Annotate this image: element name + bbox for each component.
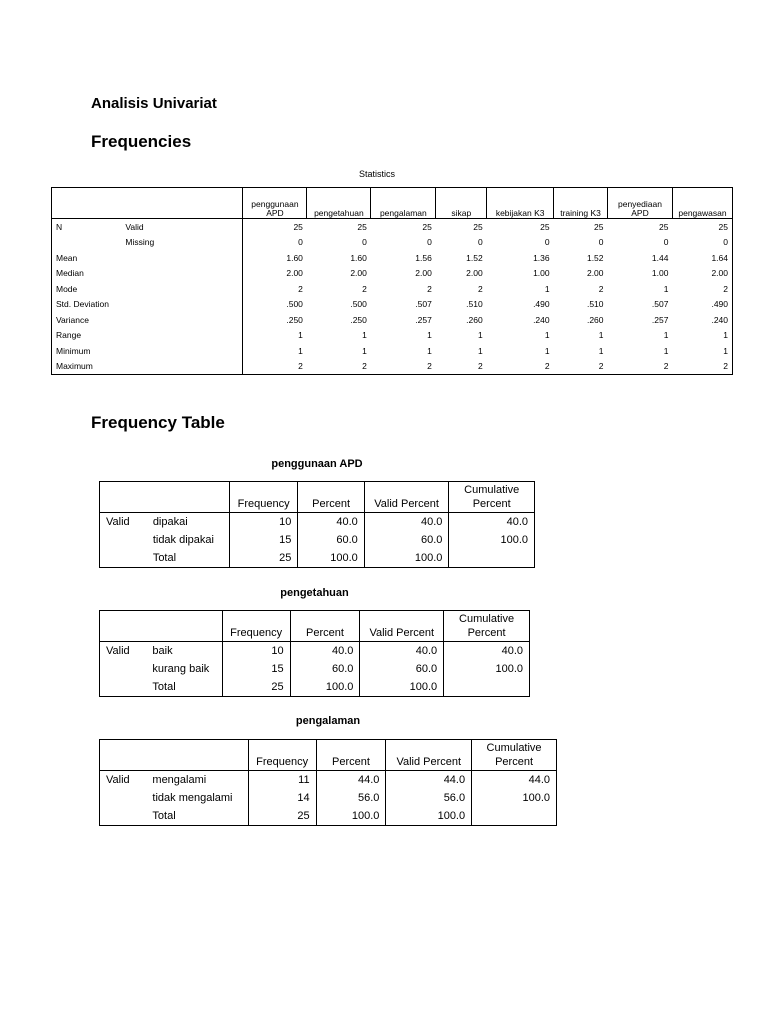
stat-value: 2: [723, 283, 728, 294]
valid-label: Valid: [106, 773, 130, 786]
frequency-value: 10: [222, 642, 290, 661]
freq-row: [100, 549, 535, 568]
freq-header-row: [100, 740, 557, 771]
freq-body: [100, 513, 535, 568]
stat-sublabel: Missing: [125, 237, 155, 247]
blank-cell: [100, 807, 147, 826]
statistics-row: [52, 297, 733, 313]
cumulative-header: Cumulative Percent: [444, 611, 530, 642]
freq-table-penggunaan-apd: [99, 481, 535, 568]
stat-value: .500: [243, 297, 307, 313]
category-label: Total: [152, 680, 176, 693]
stat-value: 1.36: [533, 252, 550, 263]
stat-value: 1: [362, 345, 367, 356]
frequency-header: Frequency: [229, 482, 297, 513]
freq-header-row: [100, 611, 530, 642]
stat-value: .260: [466, 314, 483, 325]
statistics-row: [52, 343, 733, 359]
statistics-row: [52, 250, 733, 266]
stat-value: 1: [598, 330, 604, 340]
freq-corner: [100, 611, 223, 642]
percent-value: 100.0: [290, 678, 360, 697]
stat-value: 1.60: [350, 252, 367, 263]
valid-percent-header: Valid Percent: [386, 740, 472, 771]
statistics-row: [52, 312, 733, 328]
stat-value: 1: [598, 345, 604, 356]
stat-value: 1: [427, 330, 432, 340]
stat-col-header: pengetahuan: [307, 188, 371, 219]
stat-value: 1: [477, 345, 483, 356]
stat-value: 1.00: [651, 268, 669, 278]
frequency-value: 11: [248, 771, 316, 790]
stat-value: 2.00: [415, 268, 432, 278]
frequency-table-heading: Frequency Table: [91, 413, 225, 432]
percent-value: 56.0: [316, 789, 386, 807]
stat-value: 2: [663, 361, 669, 371]
cumulative-value: [444, 678, 530, 697]
freq-body: [100, 642, 530, 697]
stat-value: 25: [422, 221, 432, 232]
stat-value: 0: [243, 235, 307, 251]
percent-value: 60.0: [298, 531, 364, 549]
stat-value: .490: [533, 299, 550, 309]
stat-value: 25: [594, 221, 604, 232]
stat-value: 1.64: [711, 252, 728, 263]
stat-value: 2: [243, 281, 307, 297]
stat-value: 0: [544, 237, 550, 247]
percent-value: 100.0: [298, 549, 364, 568]
cumulative-value: 40.0: [444, 642, 530, 661]
stat-value: 1.44: [651, 252, 669, 263]
stat-value: 0: [598, 237, 604, 247]
category-label: dipakai: [152, 515, 188, 528]
stat-value: .510: [466, 299, 483, 309]
valid-percent-value: 100.0: [364, 549, 449, 568]
freq-table-pengetahuan: [99, 610, 530, 697]
stat-label: N: [56, 221, 63, 232]
stat-sublabel: [121, 266, 243, 282]
valid-label: Valid: [106, 515, 130, 528]
stat-value: .257: [651, 314, 669, 325]
blank-cell: [100, 678, 147, 697]
stat-value: 1.52: [466, 252, 483, 263]
cumulative-value: [472, 807, 557, 826]
frequencies-heading: Frequencies: [91, 132, 192, 151]
stat-value: 2: [598, 283, 604, 294]
stat-value: 2.00: [466, 268, 483, 278]
blank-cell: [100, 789, 147, 807]
stat-label: Minimum: [56, 345, 91, 356]
stat-col-header: penyediaan APD: [608, 188, 673, 219]
stat-value: 2: [598, 361, 604, 371]
stat-value: 1.00: [533, 268, 550, 278]
category-label: tidak mengalami: [152, 791, 233, 804]
blank-cell: [100, 531, 147, 549]
valid-percent-value: 60.0: [364, 531, 449, 549]
valid-percent-value: 40.0: [364, 513, 449, 532]
stat-value: 2: [427, 283, 432, 294]
stat-col-header: pengawasan: [672, 188, 732, 219]
category-label: mengalami: [152, 773, 207, 786]
freq-corner: [100, 482, 230, 513]
blank-cell: [100, 549, 147, 568]
statistics-corner: [52, 188, 243, 219]
valid-percent-value: 100.0: [386, 807, 472, 826]
cumulative-header: Cumulative Percent: [449, 482, 535, 513]
statistics-row: [52, 281, 733, 297]
category-label: Total: [152, 551, 177, 564]
statistics-header-row: [52, 188, 733, 219]
stat-value: 1: [663, 345, 669, 356]
frequency-header: Frequency: [248, 740, 316, 771]
stat-sublabel: [121, 343, 243, 359]
valid-percent-header: Valid Percent: [360, 611, 444, 642]
stat-value: 1: [243, 328, 307, 344]
frequency-value: 15: [222, 660, 290, 678]
frequency-value: 25: [222, 678, 290, 697]
cumulative-value: 40.0: [449, 513, 535, 532]
cumulative-header: Cumulative Percent: [472, 740, 557, 771]
statistics-row: [52, 359, 733, 375]
stat-value: 1.52: [586, 252, 604, 263]
freq-row: [100, 678, 530, 697]
frequency-value: 25: [229, 549, 297, 568]
blank-cell: [100, 660, 147, 678]
stat-value: 2: [477, 283, 483, 294]
stat-value: 2: [362, 361, 367, 371]
stat-value: .240: [533, 314, 550, 325]
stat-value: 0: [427, 237, 432, 247]
stat-label: Maximum: [56, 361, 93, 371]
stat-value: 25: [243, 219, 307, 235]
valid-percent-value: 44.0: [386, 771, 472, 790]
percent-header: Percent: [316, 740, 386, 771]
valid-percent-value: 40.0: [360, 642, 444, 661]
stat-value: 1: [663, 330, 669, 340]
stat-value: 1: [243, 343, 307, 359]
stat-value: 2.00: [711, 268, 728, 278]
stat-sublabel: [121, 250, 243, 266]
stat-value: 1: [477, 330, 483, 340]
freq-corner: [100, 740, 249, 771]
category-label: tidak dipakai: [152, 533, 214, 546]
stat-value: 1: [427, 345, 432, 356]
stat-value: 1.60: [243, 250, 307, 266]
statistics-row: [52, 266, 733, 282]
frequency-value: 10: [229, 513, 297, 532]
percent-value: 40.0: [290, 642, 360, 661]
percent-value: 40.0: [298, 513, 364, 532]
stat-value: 2.00: [586, 268, 604, 278]
stat-value: 1: [544, 283, 550, 294]
analysis-heading: Analisis Univariat: [91, 95, 217, 112]
stat-value: 2: [544, 361, 550, 371]
stat-value: 1: [544, 345, 550, 356]
stat-label: Range: [56, 330, 82, 340]
cumulative-value: 100.0: [444, 660, 530, 678]
freq-row: [100, 642, 530, 661]
stat-value: 1: [362, 330, 367, 340]
stat-value: .260: [586, 314, 604, 325]
statistics-body: [52, 219, 733, 375]
freq-header-row: [100, 482, 535, 513]
stat-col-header: penggunaan APD: [243, 188, 307, 219]
stat-value: 1: [723, 330, 728, 340]
stat-sublabel: [121, 312, 243, 328]
stat-value: 0: [663, 237, 669, 247]
stat-value: .250: [243, 312, 307, 328]
stat-col-header: pengalaman: [371, 188, 436, 219]
freq-table-title: pengalaman: [295, 715, 361, 727]
stat-value: .507: [651, 299, 669, 309]
stat-sublabel: [121, 359, 243, 375]
stat-value: 25: [718, 221, 728, 232]
frequency-header: Frequency: [222, 611, 290, 642]
stat-value: 1: [544, 330, 550, 340]
freq-table-title: penggunaan APD: [271, 458, 363, 470]
stat-col-header: sikap: [436, 188, 487, 219]
stat-value: 1: [723, 345, 728, 356]
cumulative-value: [449, 549, 535, 568]
percent-value: 100.0: [316, 807, 386, 826]
stat-label: Variance: [56, 314, 89, 325]
stat-label: Median: [56, 268, 84, 278]
valid-percent-value: 56.0: [386, 789, 472, 807]
statistics-row: [52, 235, 733, 251]
statistics-row: [52, 328, 733, 344]
stat-value: 2: [243, 359, 307, 375]
valid-label: Valid: [106, 644, 130, 657]
freq-row: [100, 513, 535, 532]
stat-value: 25: [540, 221, 550, 232]
stat-value: .507: [415, 299, 432, 309]
stat-value: 0: [477, 237, 483, 247]
cumulative-value: 44.0: [472, 771, 557, 790]
category-label: kurang baik: [152, 662, 210, 675]
stat-col-header: training K3: [554, 188, 608, 219]
stat-value: 25: [473, 221, 483, 232]
freq-row: [100, 789, 557, 807]
freq-row: [100, 807, 557, 826]
freq-row: [100, 531, 535, 549]
stat-value: 0: [723, 237, 728, 247]
stat-value: 2: [723, 361, 728, 371]
percent-value: 60.0: [290, 660, 360, 678]
percent-header: Percent: [298, 482, 364, 513]
stat-value: .490: [711, 299, 728, 309]
freq-table-title: pengetahuan: [280, 587, 349, 599]
freq-row: [100, 771, 557, 790]
stat-label: Std. Deviation: [56, 299, 109, 309]
category-label: Total: [152, 809, 176, 822]
stat-label: [52, 235, 122, 251]
stat-value: .240: [711, 314, 728, 325]
stat-value: .250: [350, 314, 367, 325]
stat-label: Mean: [56, 252, 78, 263]
frequency-value: 14: [248, 789, 316, 807]
stat-sublabel: Valid: [125, 221, 144, 232]
statistics-caption: Statistics: [358, 169, 395, 179]
valid-percent-header: Valid Percent: [364, 482, 449, 513]
stat-label: Mode: [56, 283, 78, 294]
stat-value: 2: [362, 283, 367, 294]
valid-percent-value: 60.0: [360, 660, 444, 678]
stat-value: 2: [477, 361, 483, 371]
stat-sublabel: [121, 328, 243, 344]
freq-body: [100, 771, 557, 826]
statistics-row: [52, 219, 733, 235]
stat-value: 2: [427, 361, 432, 371]
stat-value: 25: [357, 221, 367, 232]
freq-row: [100, 660, 530, 678]
frequency-value: 25: [248, 807, 316, 826]
valid-percent-value: 100.0: [360, 678, 444, 697]
stat-value: .257: [415, 314, 432, 325]
stat-value: .510: [586, 299, 604, 309]
stat-sublabel: [121, 297, 243, 313]
stat-col-header: kebijakan K3: [487, 188, 554, 219]
stat-value: .500: [350, 299, 367, 309]
stat-value: 2.00: [350, 268, 367, 278]
percent-header: Percent: [290, 611, 360, 642]
statistics-table: [51, 187, 733, 375]
stat-sublabel: [121, 281, 243, 297]
freq-table-pengalaman: [99, 739, 557, 826]
cumulative-value: 100.0: [449, 531, 535, 549]
stat-value: 0: [362, 237, 367, 247]
stat-value: 25: [658, 221, 669, 232]
frequency-value: 15: [229, 531, 297, 549]
stat-value: 1.56: [415, 252, 432, 263]
cumulative-value: 100.0: [472, 789, 557, 807]
category-label: baik: [152, 644, 173, 657]
percent-value: 44.0: [316, 771, 386, 790]
stat-value: 2.00: [243, 266, 307, 282]
stat-value: 1: [663, 283, 669, 294]
